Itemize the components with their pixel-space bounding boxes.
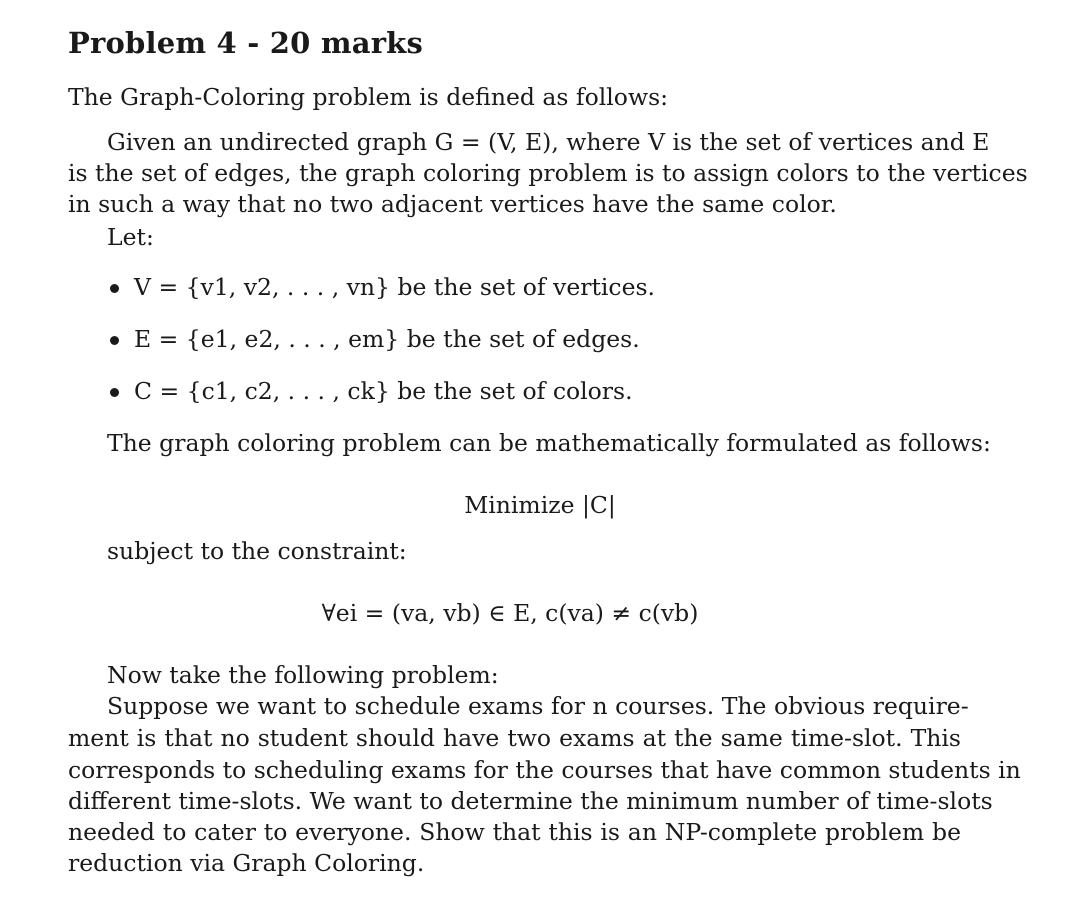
problem-line-2: Suppose we want to schedule exams for n courses. The obvious require-	[107, 692, 969, 720]
bullet-dot	[110, 284, 119, 293]
definition-line-3: in such a way that no two adjacent vertices have the same color.	[68, 190, 837, 218]
bullet-vertices: V = {v1, v2, . . . , vn} be the set of vertices.	[134, 273, 656, 301]
let-label: Let:	[107, 223, 154, 251]
problem-line-6: needed to cater to everyone. Show that this is an NP-complete problem be	[68, 818, 961, 846]
problem-line-4: corresponds to scheduling exams for the courses that have common students in	[68, 756, 1021, 784]
bullet-colors: C = {c1, c2, . . . , ck} be the set of colors.	[134, 377, 633, 405]
definition-line-2: is the set of edges, the graph coloring problem is to assign colors to the vertices	[68, 159, 1028, 187]
formulation-intro: The graph coloring problem can be mathematically formulated as follows:	[107, 429, 991, 457]
bullet-dot	[110, 388, 119, 397]
problem-line-1: Now take the following problem:	[107, 661, 499, 689]
objective-formula: Minimize |C|	[464, 491, 616, 519]
bullet-dot	[110, 336, 119, 345]
definition-line-1: Given an undirected graph G = (V, E), where V is the set of vertices and E	[107, 128, 990, 156]
constraint-formula: ∀ei = (va, vb) ∈ E, c(va) ≠ c(vb)	[321, 599, 699, 627]
problem-line-7: reduction via Graph Coloring.	[68, 849, 425, 877]
problem-line-5: different time-slots. We want to determine the minimum number of time-slots	[68, 787, 993, 815]
bullet-edges: E = {e1, e2, . . . , em} be the set of edges.	[134, 325, 640, 353]
problem-line-3: ment is that no student should have two exams at the same time-slot. This	[68, 724, 961, 752]
intro-text: The Graph-Coloring problem is defined as follows:	[68, 83, 669, 111]
problem-title: Problem 4 - 20 marks	[68, 26, 423, 60]
subject-to-label: subject to the constraint:	[107, 537, 407, 565]
